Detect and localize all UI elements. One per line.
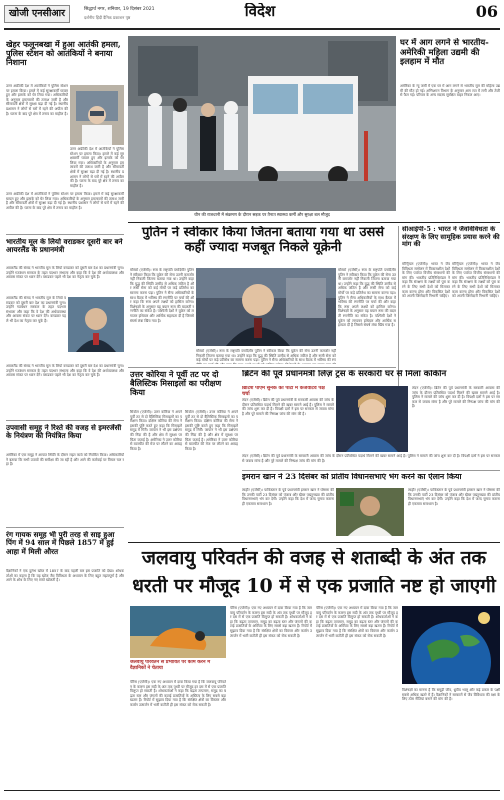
body-emergency: अमेरिका में एक समूह ने आपात स्थिति के दौरान राहत कार्य को नियंत्रित किया। अधिकारियों ने बताया कि सभी उपायों की समीक्षा की जा रही है और आगे की कार्रवाई पर विचार चल रहा है। [6,453,124,467]
bottom-right-body: विशेषज्ञों का मानना है कि समुद्री जीव, ध्रुवीय भालू और कई प्रकार के पक्षी सबसे अधिक खतरे में हैं। वैज्ञानिकों ने सरकारों से जैव विविधता की रक्षा के लिए ठोस नीतियां बनाने की मांग की है। [402,688,500,702]
masthead-brand-box [4,5,70,23]
lead-body: मॉस्को (एजेंसी)। रूस के राष्ट्रपति व्लादिमीर पुतिन ने स्वीकार किया कि यूक्रेन की सेना उतनी कमजोर नहीं निकली जितना बताया गया था। उन्होंने कहा कि युद्ध की स्थिति उम्मीद से अधिक जटिल है और रूसी सेना को कई मोर्चों पर कड़े प्रतिरोध का सामना करना पड़ा। पुतिन ने सैन्य अधिकारियों के साथ बैठक में भविष्य की रणनीति पर चर्चा की और कहा कि रूस अपने लक्ष्यों को हासिल करेगा। विशेषज्ञों के अनुसार यह बयान रूस की बदलती रणनीति का संकेत है। पश्चिमी देशों ने यूक्रेन को लगातार हथियार और आर्थिक सहायता दी है जिससे संघर्ष लंबा खिंच गया है। [130,268,194,323]
body-varadkar: आयरलैंड की संसद ने भारतीय मूल के लियो वराडकर को दूसरी बार देश का प्रधानमंत्री चुना। उन्होंने गठबंधन सरकार के तहत पदभार संभाला और कहा कि वे देश की अर्थव्यवस्था और आवास संकट पर ध्यान देंगे। वराडकर पहले भी देश का नेतृत्व कर चुके हैं। [6,266,124,280]
bottom-body-c: पेरिस (एजेंसी)। एक नए अध्ययन में दावा किया गया है कि जलवायु परिवर्तन के कारण इस सदी के अंत तक पृथ्वी पर मौजूद हर दस में से एक प्रजाति विलुप्त हो सकती है। शोधकर्ताओं ने कहा कि बढ़ता तापमान, समुद्र का बढ़ता स्तर और जंगलों की कटाई प्रजातियों के अस्तित्व के लिए सबसे बड़ा खतरा हैं। रिपोर्ट में सुझाव दिया गया है कि संरक्षित क्षेत्रों का विस्तार और कार्बन उत्सर्जन में भारी कटौती ही इस संकट को रोक सकती है। [316,606,398,638]
headline-fire: घर में आग लगने से भारतीय- अमेरिकी महिला उद्यमी की इलहाम में मौत [400,38,489,67]
headline-cbi: सीआईपी-5 : भारत ने जैवविविधता के संरक्षण के लिए सामूहिक प्रयास करने की मांग की [402,226,500,249]
body-birds: वैज्ञानिकों ने एक दुर्लभ खोज में 1857 के बाद पहली बार इस प्रजाति को देखा। शोधकर्ताओं का कहना है कि यह खोज जैव विविधता के अध्ययन के लिए बहुत महत्वपूर्ण है और आगे के शोध के लिए नए रास्ते खोलती है। [6,569,124,583]
body-uk: लंदन (एजेंसी)। ब्रिटेन की पूर्व प्रधानमंत्री के सरकारी आवास की जांच के दौरान प्रतिबंधित पदार्थ मिलने की खबर सामने आई है। पुलिस ने मामले की जांच शुरू कर दी है। विपक्षी दलों ने इस पर सरकार से जवाब मांगा है और पूरे मामले की निष्पक्ष जांच की मांग की है। [242,398,334,416]
photo-liz-truss [336,386,408,452]
headline-emergency: उपवासी समूह ने रिश्ते की वजह से इमरजेंसी के नियंत्रण की नियंत्रित किया [6,424,122,441]
body-cbi-b: मॉन्ट्रियल (एजेंसी)। भारत ने जैव विविधता सम्मेलन में विकासशील देशों के लिए पर्याप्त वित्तीय संसाधनों की मांग की। भारतीय प्रतिनिधिमंडल ने कहा कि संरक्षण के लक्ष्यों को पूरा करने के लिए सभी देशों को मिलकर काम करना होगा और विकसित देशों को अपनी जिम्मेदारी निभानी चाहिए। [452,262,500,299]
headline-birds: रंग गायक समूह भी पुरी तरह से साइ हुआ पिंग में 94 साल में पिछले 1857 में हुई आहा में मिली औरत [6,531,115,556]
body-fire: अमेरिका के न्यू जर्सी में एक घर में आग लगने से भारतीय मूल की महिला उद्यमी की मौत हो गई। अग्निशमन विभाग के अनुसार आग रात में लगी और तेजी से फैल गई। परिवार के अन्य सदस्य सुरक्षित बाहर निकल आए। [400,84,500,98]
body-uk-b: लंदन (एजेंसी)। ब्रिटेन की पूर्व प्रधानमंत्री के सरकारी आवास की जांच के दौरान प्रतिबंधित पदार्थ मिलने की खबर सामने आई है। पुलिस ने मामले की जांच शुरू कर दी है। विपक्षी दलों ने इस पर सरकार से जवाब मांगा है और पूरे मामले की निष्पक्ष जांच की मांग की है। [412,386,500,409]
photo-covid-street [128,36,396,211]
lead-body-b: मॉस्को (एजेंसी)। रूस के राष्ट्रपति व्लादिमीर पुतिन ने स्वीकार किया कि यूक्रेन की सेना उतनी कमजोर नहीं निकली जितना बताया गया था। उन्होंने कहा कि युद्ध की स्थिति उम्मीद से अधिक जटिल है और रूसी सेना को कई मोर्चों पर कड़े प्रतिरोध का सामना करना पड़ा। पुतिन ने सैन्य अधिकारियों के साथ बैठक में भविष्य की रणनीति पर चर्चा की और कहा कि रूस अपने लक्ष्यों को हासिल करेगा। विशेषज्ञों के अनुसार यह बयान रूस की बदलती रणनीति का संकेत है। पश्चिमी देशों ने यूक्रेन को लगातार हथियार और आर्थिक सहायता दी है जिससे संघर्ष लंबा खिंच गया है। [338,268,396,328]
headline-korea: उत्तर कोरिया ने पूर्वी तट पर दो बैलिस्टिक मिसाइलों का परीक्षण किया [130,370,222,398]
body-varadkar-b: आयरलैंड की संसद ने भारतीय मूल के लियो वराडकर को दूसरी बार देश का प्रधानमंत्री चुना। उन्होंने गठबंधन सरकार के तहत पदभार संभाला और कहा कि वे देश की अर्थव्यवस्था और आवास संकट पर ध्यान देंगे। वराडकर पहले भी देश का नेतृत्व कर चुके हैं। [6,296,66,323]
body-cbi: मॉन्ट्रियल (एजेंसी)। भारत ने जैव विविधता सम्मेलन में विकासशील देशों के लिए पर्याप्त वित्तीय संसाधनों की मांग की। भारतीय प्रतिनिधिमंडल ने कहा कि संरक्षण के लक्ष्यों को पूरा करने के लिए सभी देशों को मिलकर काम करना होगा और विकसित देशों को अपनी जिम्मेदारी निभानी चाहिए। [402,262,450,299]
photo-imran-khan [336,488,404,536]
masthead-tagline: दर्शनीय हिंदी दैनिक प्रकाशन पृष्ठ [84,15,131,20]
photo-scientist [70,85,124,145]
body-imran: लाहौर (एजेंसी)। पाकिस्तान के पूर्व प्रधानमंत्री इमरान खान ने घोषणा की कि उनकी पार्टी 23 दिसंबर को पंजाब और खैबर पख्तूनख्वा की प्रांतीय विधानसभाएं भंग कर देगी। उन्होंने कहा कि देश में जल्द चुनाव कराना ही एकमात्र समाधान है। [242,488,334,506]
photo-putin [196,268,336,346]
masthead [0,0,504,32]
masthead-rule [4,28,500,30]
page-number: 06 [475,3,498,21]
photo-varadkar [68,297,124,352]
headline-varadkar: भारतीय मूल के लियो वराडकर दूसरी बार बने आयरलैंड के प्रधानमंत्री [6,238,123,255]
body-covid-story-c: उत्तर अफ्रीकी देश में आतंकियों ने पुलिस स्टेशन पर हमला किया। हमले में कई सुरक्षाकर्मी घायल हुए और इलाके को घेर लिया गया। अधिकारियों के अनुसार हमलावरों की तलाश जारी है और सीमावर्ती क्षेत्रों में सुरक्षा बढ़ा दी गई है। स्थानीय प्रशासन ने लोगों से घरों में रहने की अपील की है। घटना के बाद पूरे क्षेत्र में तनाव का माहौल है। [6,192,124,210]
bottom-subhead: जलवायु परिवर्तन से प्रभावित पर काम करने में वैज्ञानिकों ने चेताया [130,660,211,671]
bottom-body-b: पेरिस (एजेंसी)। एक नए अध्ययन में दावा किया गया है कि जलवायु परिवर्तन के कारण इस सदी के अंत तक पृथ्वी पर मौजूद हर दस में से एक प्रजाति विलुप्त हो सकती है। शोधकर्ताओं ने कहा कि बढ़ता तापमान, समुद्र का बढ़ता स्तर और जंगलों की कटाई प्रजातियों के अस्तित्व के लिए सबसे बड़ा खतरा हैं। रिपोर्ट में सुझाव दिया गया है कि संरक्षित क्षेत्रों का विस्तार और कार्बन उत्सर्जन में भारी कटौती ही इस संकट को रोक सकती है। [230,606,312,638]
body-varadkar-c: आयरलैंड की संसद ने भारतीय मूल के लियो वराडकर को दूसरी बार देश का प्रधानमंत्री चुना। उन्होंने गठबंधन सरकार के तहत पदभार संभाला और कहा कि वे देश की अर्थव्यवस्था और आवास संकट पर ध्यान देंगे। वराडकर पहले भी देश का नेतृत्व कर चुके हैं। [6,364,124,378]
body-korea-b: सियोल (एजेंसी)। उत्तर कोरिया ने अपने पूर्वी तट से दो बैलिस्टिक मिसाइलों का परीक्षण किया। दक्षिण कोरिया की सेना ने इसकी पुष्टि करते हुए कहा कि मिसाइलें समुद्र में गिरीं। जापान ने भी इस प्रक्षेपण की निंदा की है और क्षेत्र में सुरक्षा पर चिंता जताई है। अमेरिका ने उत्तर कोरिया से बातचीत की मेज पर लौटने का आग्रह किया है। [185,410,238,451]
section-title: विदेश [244,3,276,20]
body-uk-c: लंदन (एजेंसी)। ब्रिटेन की पूर्व प्रधानमंत्री के सरकारी आवास की जांच के दौरान प्रतिबंधित पदार्थ मिलने की खबर सामने आई है। पुलिस ने मामले की जांच शुरू कर दी है। विपक्षी दलों ने इस पर सरकार से जवाब मांगा है और पूरे मामले की निष्पक्ष जांच की मांग की है। [242,454,500,463]
photo-caption-top: चीन की राजधानी में संक्रमण के दौरान सड़क पर तैनात स्वास्थ्य कर्मी और सुरक्षा बल मौजूद [194,212,330,217]
bottom-headline-line2: धरती पर मौजूद 10 में से एक प्रजाति नष्ट हो जाएगी [132,576,496,597]
body-covid-story: उत्तर अफ्रीकी देश में आतंकियों ने पुलिस स्टेशन पर हमला किया। हमले में कई सुरक्षाकर्मी घायल हुए और इलाके को घेर लिया गया। अधिकारियों के अनुसार हमलावरों की तलाश जारी है और सीमावर्ती क्षेत्रों में सुरक्षा बढ़ा दी गई है। स्थानीय प्रशासन ने लोगों से घरों में रहने की अपील की है। घटना के बाद पूरे क्षेत्र में तनाव का माहौल है। [6,84,68,116]
headline-imran: इमरान खान ने 23 दिसंबर को प्रांतीय विधानसभाएं भंग करने का ऐलान किया [242,473,462,481]
photo-species [130,606,226,658]
lead-headline: पुतिन ने स्वीकार किया जितना बताया गया था उससे कहीं ज्यादा मजबूत निकले यूक्रेनी [141,226,385,255]
subhead-uk: ब्रिटिश पीएम सुनक की पार्टी में कंजर्वेटिव पक्ष चर्चा [242,386,325,396]
headline-uk: ब्रिटेन की पूर्व प्रधानमंत्री लिज़ ट्रस के सरकारी घर से मिला कोकीन [242,370,447,379]
body-korea: सियोल (एजेंसी)। उत्तर कोरिया ने अपने पूर्वी तट से दो बैलिस्टिक मिसाइलों का परीक्षण किया। दक्षिण कोरिया की सेना ने इसकी पुष्टि करते हुए कहा कि मिसाइलें समुद्र में गिरीं। जापान ने भी इस प्रक्षेपण की निंदा की है और क्षेत्र में सुरक्षा पर चिंता जताई है। अमेरिका ने उत्तर कोरिया से बातचीत की मेज पर लौटने का आग्रह किया है। [130,410,182,451]
masthead-brand: खोजी एनसीआर [8,8,66,19]
lead-body-c: मॉस्को (एजेंसी)। रूस के राष्ट्रपति व्लादिमीर पुतिन ने स्वीकार किया कि यूक्रेन की सेना उतनी कमजोर नहीं निकली जितना बताया गया था। उन्होंने कहा कि युद्ध की स्थिति उम्मीद से अधिक जटिल है और रूसी सेना को कई मोर्चों पर कड़े प्रतिरोध का सामना करना पड़ा। पुतिन ने सैन्य अधिकारियों के साथ बैठक में भविष्य की रण [196,349,336,363]
photo-earth [402,606,500,684]
body-imran-b: लाहौर (एजेंसी)। पाकिस्तान के पूर्व प्रधानमंत्री इमरान खान ने घोषणा की कि उनकी पार्टी 23 दिसंबर को पंजाब और खैबर पख्तूनख्वा की प्रांतीय विधानसभाएं भंग कर देगी। उन्होंने कहा कि देश में जल्द चुनाव कराना ही एकमात्र समाधान है। [408,488,500,506]
masthead-dateline: सिद्धार्थ नगर, शनिवार, 19 दिसंबर 2021 [84,7,155,12]
body-covid-story-b: उत्तर अफ्रीकी देश में आतंकियों ने पुलिस स्टेशन पर हमला किया। हमले में कई सुरक्षाकर्मी घायल हुए और इलाके को घेर लिया गया। अधिकारियों के अनुसार हमलावरों की तलाश जारी है और सीमावर्ती क्षेत्रों में सुरक्षा बढ़ा दी गई है। स्थानीय प्रशासन ने लोगों से घरों में रहने की अपील की है। घटना के बाद पूरे क्षेत्र में तनाव का माहौल है। [70,147,124,188]
bottom-body: पेरिस (एजेंसी)। एक नए अध्ययन में दावा किया गया है कि जलवायु परिवर्तन के कारण इस सदी के अंत तक पृथ्वी पर मौजूद हर दस में से एक प्रजाति विलुप्त हो सकती है। शोधकर्ताओं ने कहा कि बढ़ता तापमान, समुद्र का बढ़ता स्तर और जंगलों की कटाई प्रजातियों के अस्तित्व के लिए सबसे बड़ा खतरा हैं। रिपोर्ट में सुझाव दिया गया है कि संरक्षित क्षेत्रों का विस्तार और कार्बन उत्सर्जन में भारी कटौती ही इस संकट को रोक सकती है। [130,680,226,707]
bottom-headline-line1: जलवायु परिवर्तन की वजह से शताब्दी के अंत तक [141,548,487,569]
headline-covid-story: खेहर फलूनबखा में हुआ आतंकी हमला, पुलिस स्टेशन को आतंकियों ने बनाया निशाना [6,40,121,68]
